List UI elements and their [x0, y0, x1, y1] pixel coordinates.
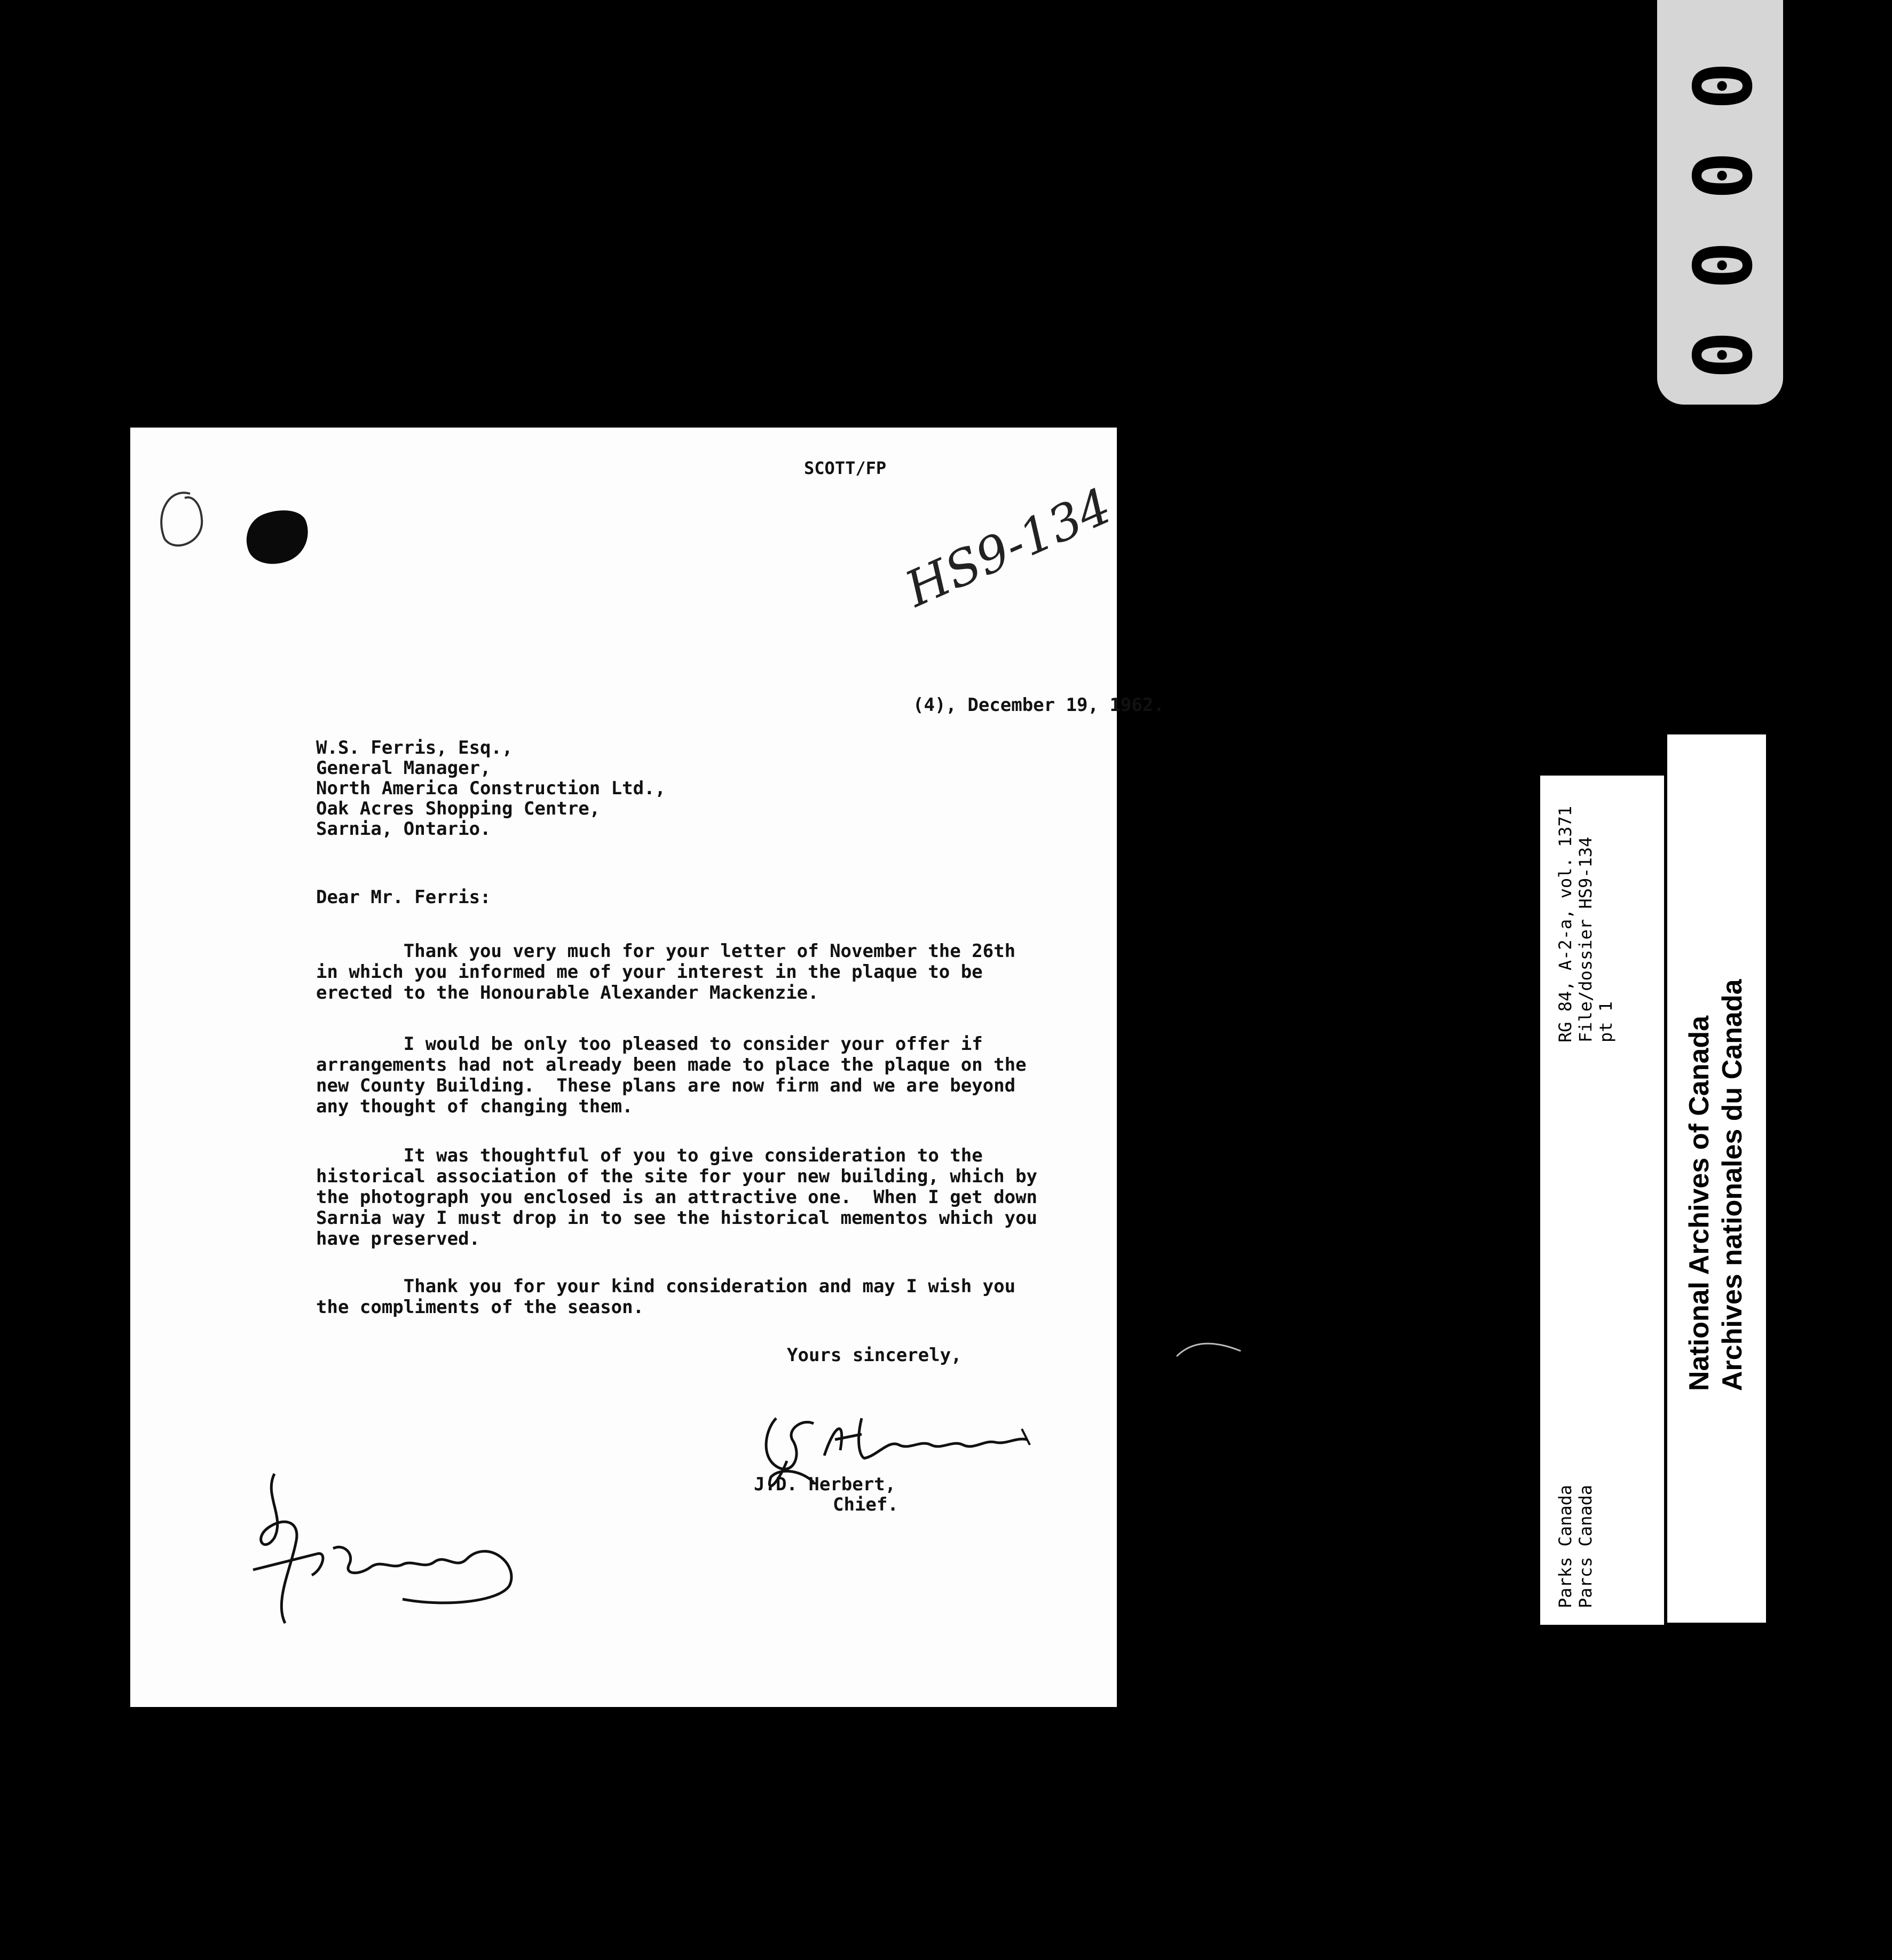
- slip-reference-line: RG 84, A-2-a, vol. 1371: [1555, 805, 1575, 1042]
- scan-speckle: [1171, 1335, 1246, 1367]
- punch-hole: [239, 501, 317, 572]
- signer-name: J.D. Herbert,: [754, 1474, 896, 1495]
- slip-reference-line: pt 1: [1596, 1001, 1616, 1042]
- counter-digit: 0: [1674, 61, 1767, 110]
- institution-name-english: National Archives of Canada: [1684, 1015, 1715, 1391]
- counter-digit: 0: [1674, 330, 1767, 380]
- salutation: Dear Mr. Ferris:: [316, 887, 491, 908]
- body-paragraph: It was thoughtful of you to give consideration to the historical association of the site for your new building, which by the photograph you enclosed is an attractive one. When I get down Sarnia way I must drop in to see the historical mementos which you have preserved.: [316, 1145, 1038, 1250]
- body-paragraph: Thank you very much for your letter of November the 26th in which you informed me of your interest in the plaque to be erected to the Honourable Alexander Mackenzie.: [316, 941, 1016, 1003]
- slip-reference-line: File/dossier HS9-134: [1575, 836, 1596, 1042]
- handwritten-initials: [242, 1463, 541, 1629]
- archive-source-slip: [1540, 776, 1664, 1625]
- counter-digit: 0: [1674, 151, 1767, 200]
- body-paragraph: Thank you for your kind consideration and may I wish you the compliments of the season.: [316, 1276, 1016, 1318]
- closing: Yours sincerely,: [787, 1345, 962, 1366]
- slip-fonds-french: Parcs Canada: [1575, 1484, 1596, 1608]
- address-company: North America Construction Ltd.,: [316, 778, 666, 799]
- address-city: Sarnia, Ontario.: [316, 818, 491, 840]
- reference-code: SCOTT/FP: [804, 458, 887, 478]
- address-title: General Manager,: [316, 757, 491, 779]
- handwritten-file-number: HS9-134: [897, 477, 1120, 618]
- institution-name-french: Archives nationales du Canada: [1717, 979, 1748, 1391]
- counter-digit: 0: [1674, 241, 1767, 290]
- date-line: (4), December 19, 1962.: [913, 694, 1164, 716]
- archive-institution-label: [1667, 734, 1766, 1623]
- handwritten-circle-mark: [153, 487, 211, 551]
- frame-counter-strip: [1657, 0, 1783, 405]
- body-paragraph: I would be only too pleased to consider your offer if arrangements had not already been made to place the plaque on the new County Building. These plans are now firm and we are beyond any thought of changing them.: [316, 1033, 1027, 1117]
- address-street: Oak Acres Shopping Centre,: [316, 798, 601, 819]
- letter-page: [130, 428, 1164, 1707]
- slip-fonds-english: Parks Canada: [1555, 1484, 1575, 1608]
- signer-title: Chief.: [833, 1494, 898, 1515]
- address-name: W.S. Ferris, Esq.,: [316, 737, 513, 758]
